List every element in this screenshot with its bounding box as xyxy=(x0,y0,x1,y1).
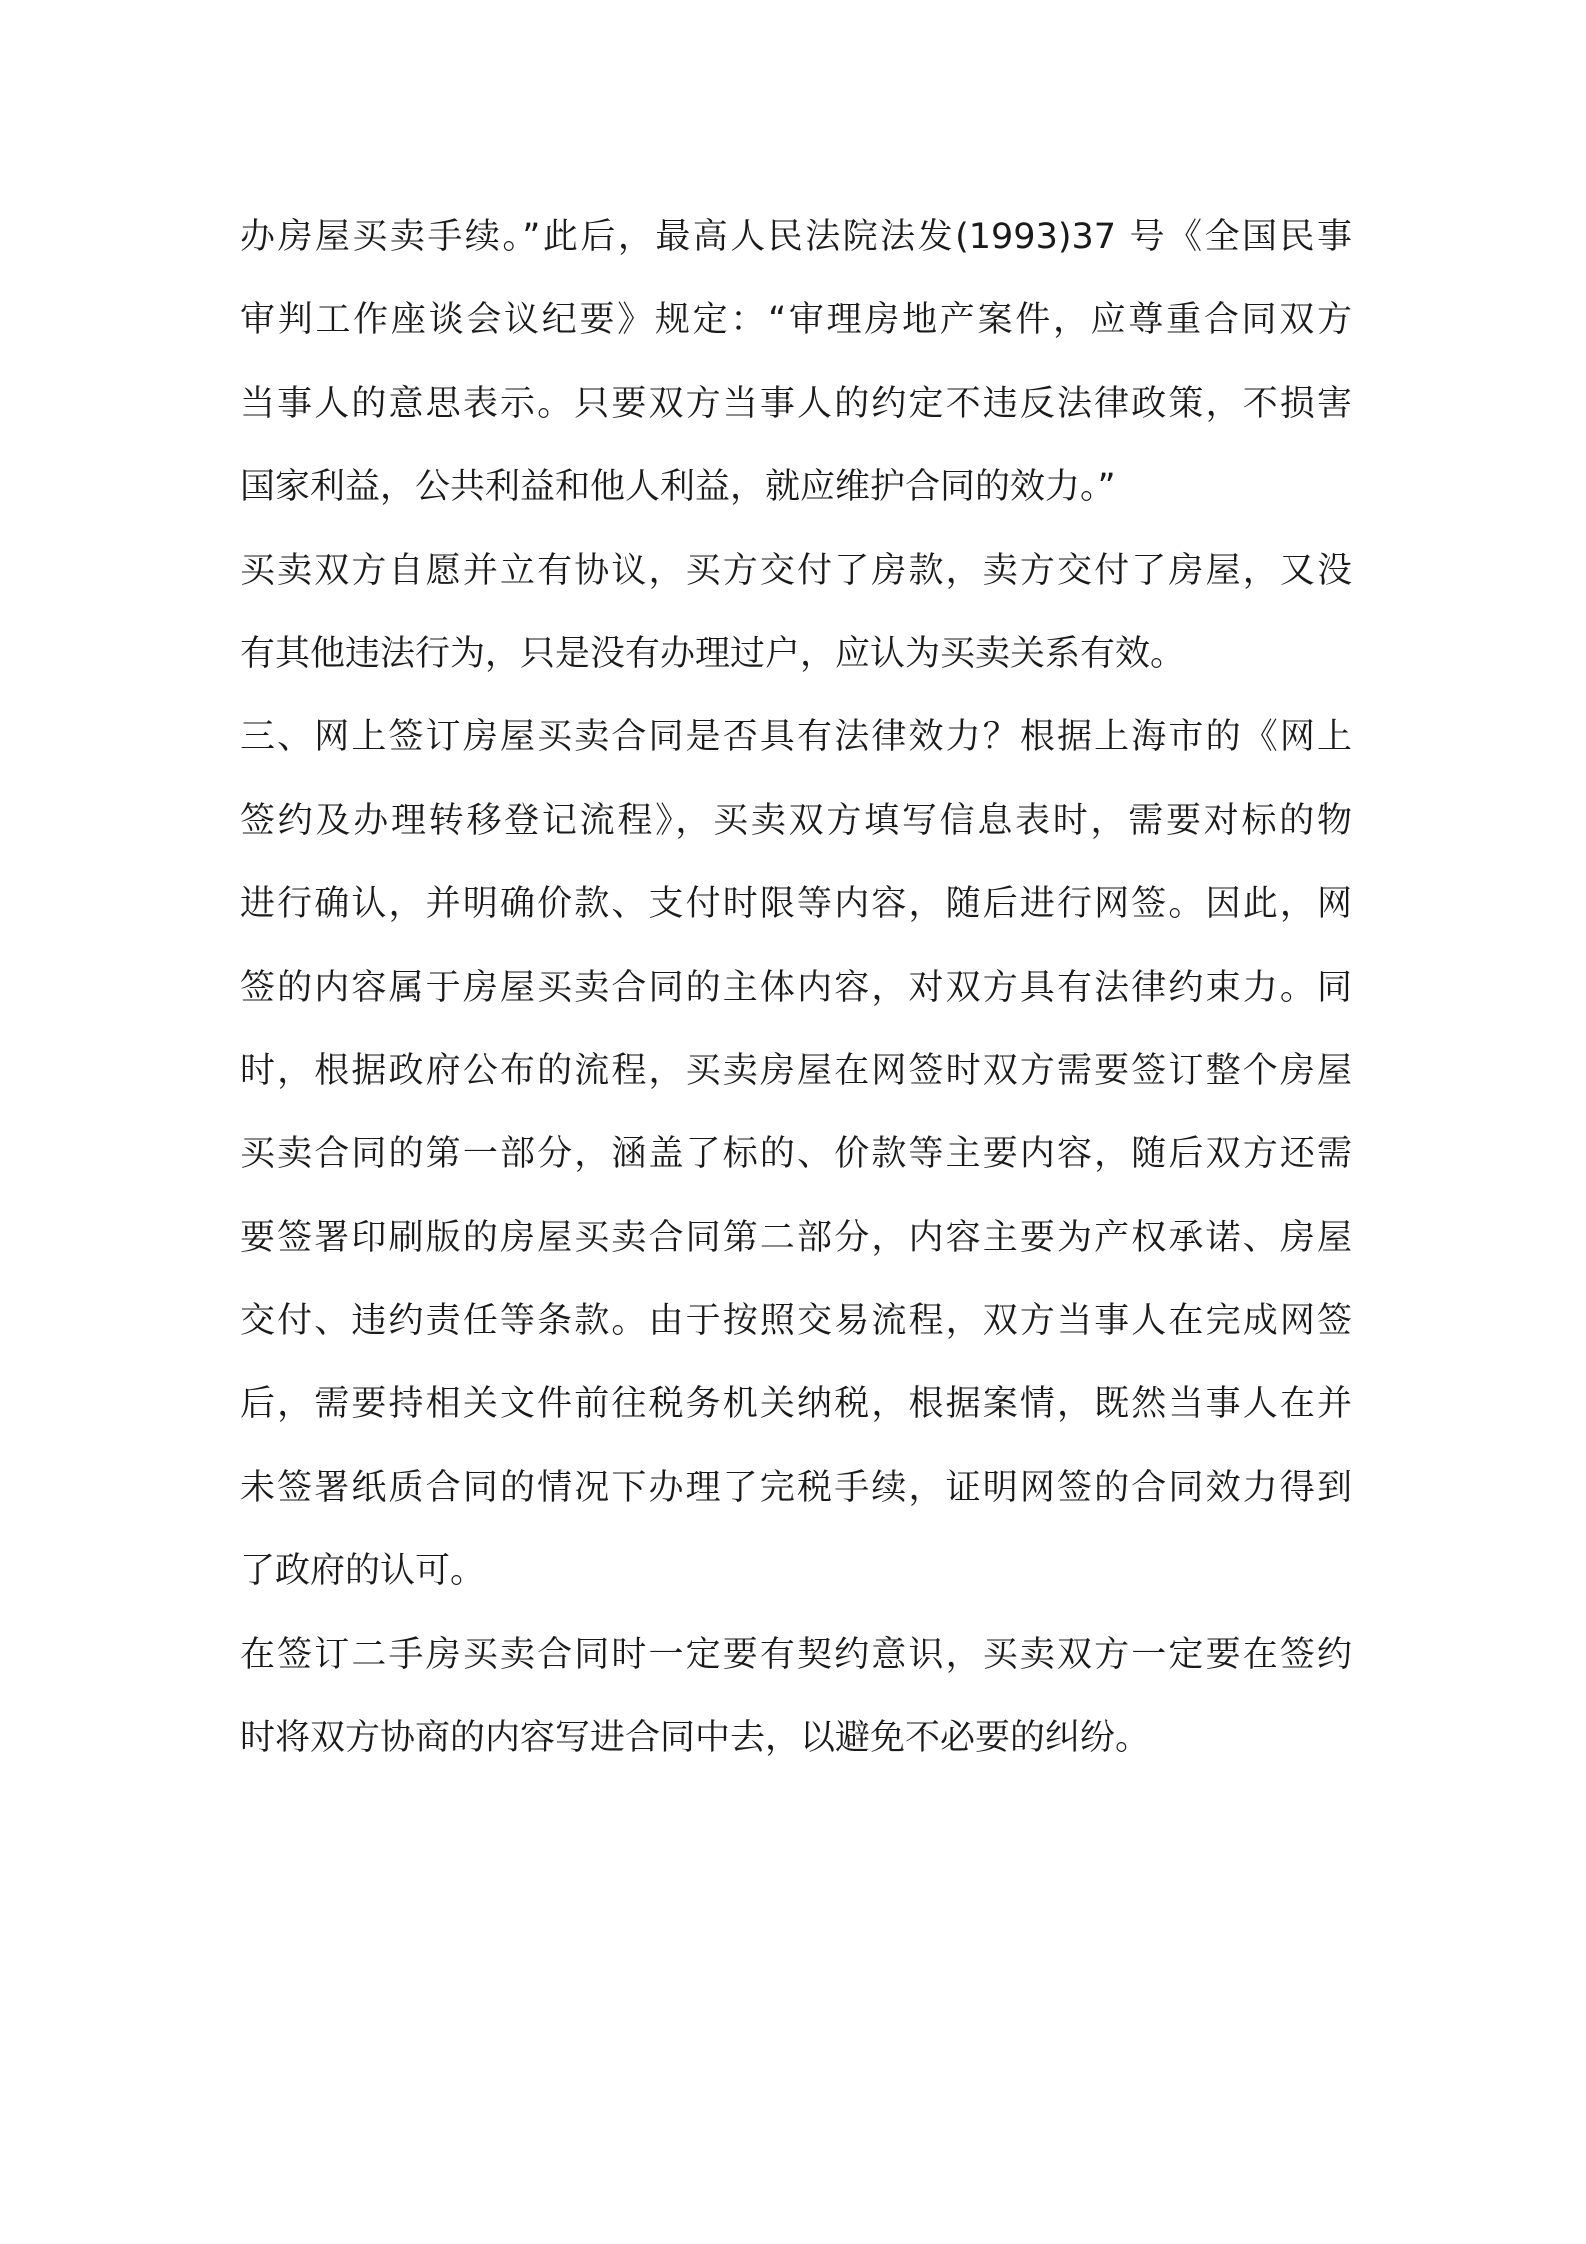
text-line: 国家利益，公共利益和他人利益，就应维护合同的效力。” xyxy=(240,467,1116,508)
text-line: 买卖合同的第一部分，涵盖了标的、价款等主要内容，随后双方还需 xyxy=(240,1134,1352,1175)
text-line: 交付、违约责任等条款。由于按照交易流程，双方当事人在完成网签 xyxy=(240,1301,1352,1342)
text-line: 在签订二手房买卖合同时一定要有契约意识，买卖双方一定要在签约 xyxy=(240,1634,1352,1675)
text-line: 未签署纸质合同的情况下办理了完税手续，证明网签的合同效力得到 xyxy=(240,1467,1352,1508)
text-line: 时将双方协商的内容写进合同中去，以避免不必要的纠纷。 xyxy=(240,1718,1151,1759)
text-line: 时，根据政府公布的流程，买卖房屋在网签时双方需要签订整个房屋 xyxy=(240,1050,1352,1091)
text-line: 进行确认，并明确价款、支付时限等内容，随后进行网签。因此，网 xyxy=(240,884,1352,925)
text-line: 买卖双方自愿并立有协议，买方交付了房款，卖方交付了房屋，又没 xyxy=(240,550,1352,591)
text-line: 签约及办理转移登记流程》，买卖双方填写信息表时，需要对标的物 xyxy=(240,800,1352,841)
text-line: 了政府的认可。 xyxy=(240,1551,486,1592)
text-line: 要签署印刷版的房屋买卖合同第二部分，内容主要为产权承诺、房屋 xyxy=(240,1217,1352,1258)
text-line: 三、网上签订房屋买卖合同是否具有法律效力？根据上海市的《网上 xyxy=(240,717,1352,758)
text-line: 后，需要持相关文件前往税务机关纳税，根据案情，既然当事人在并 xyxy=(240,1384,1352,1425)
text-line: 签的内容属于房屋买卖合同的主体内容，对双方具有法律约束力。同 xyxy=(240,967,1352,1008)
text-line: 办房屋买卖手续。”此后，最高人民法院法发(1993)37 号《全国民事 xyxy=(240,217,1352,257)
document-body xyxy=(240,196,1352,1780)
text-line: 审判工作座谈会议纪要》规定：“审理房地产案件，应尊重合同双方 xyxy=(240,300,1352,341)
text-line: 当事人的意思表示。只要双方当事人的约定不违反法律政策，不损害 xyxy=(240,383,1352,424)
text-line: 有其他违法行为，只是没有办理过户，应认为买卖关系有效。 xyxy=(240,633,1186,674)
